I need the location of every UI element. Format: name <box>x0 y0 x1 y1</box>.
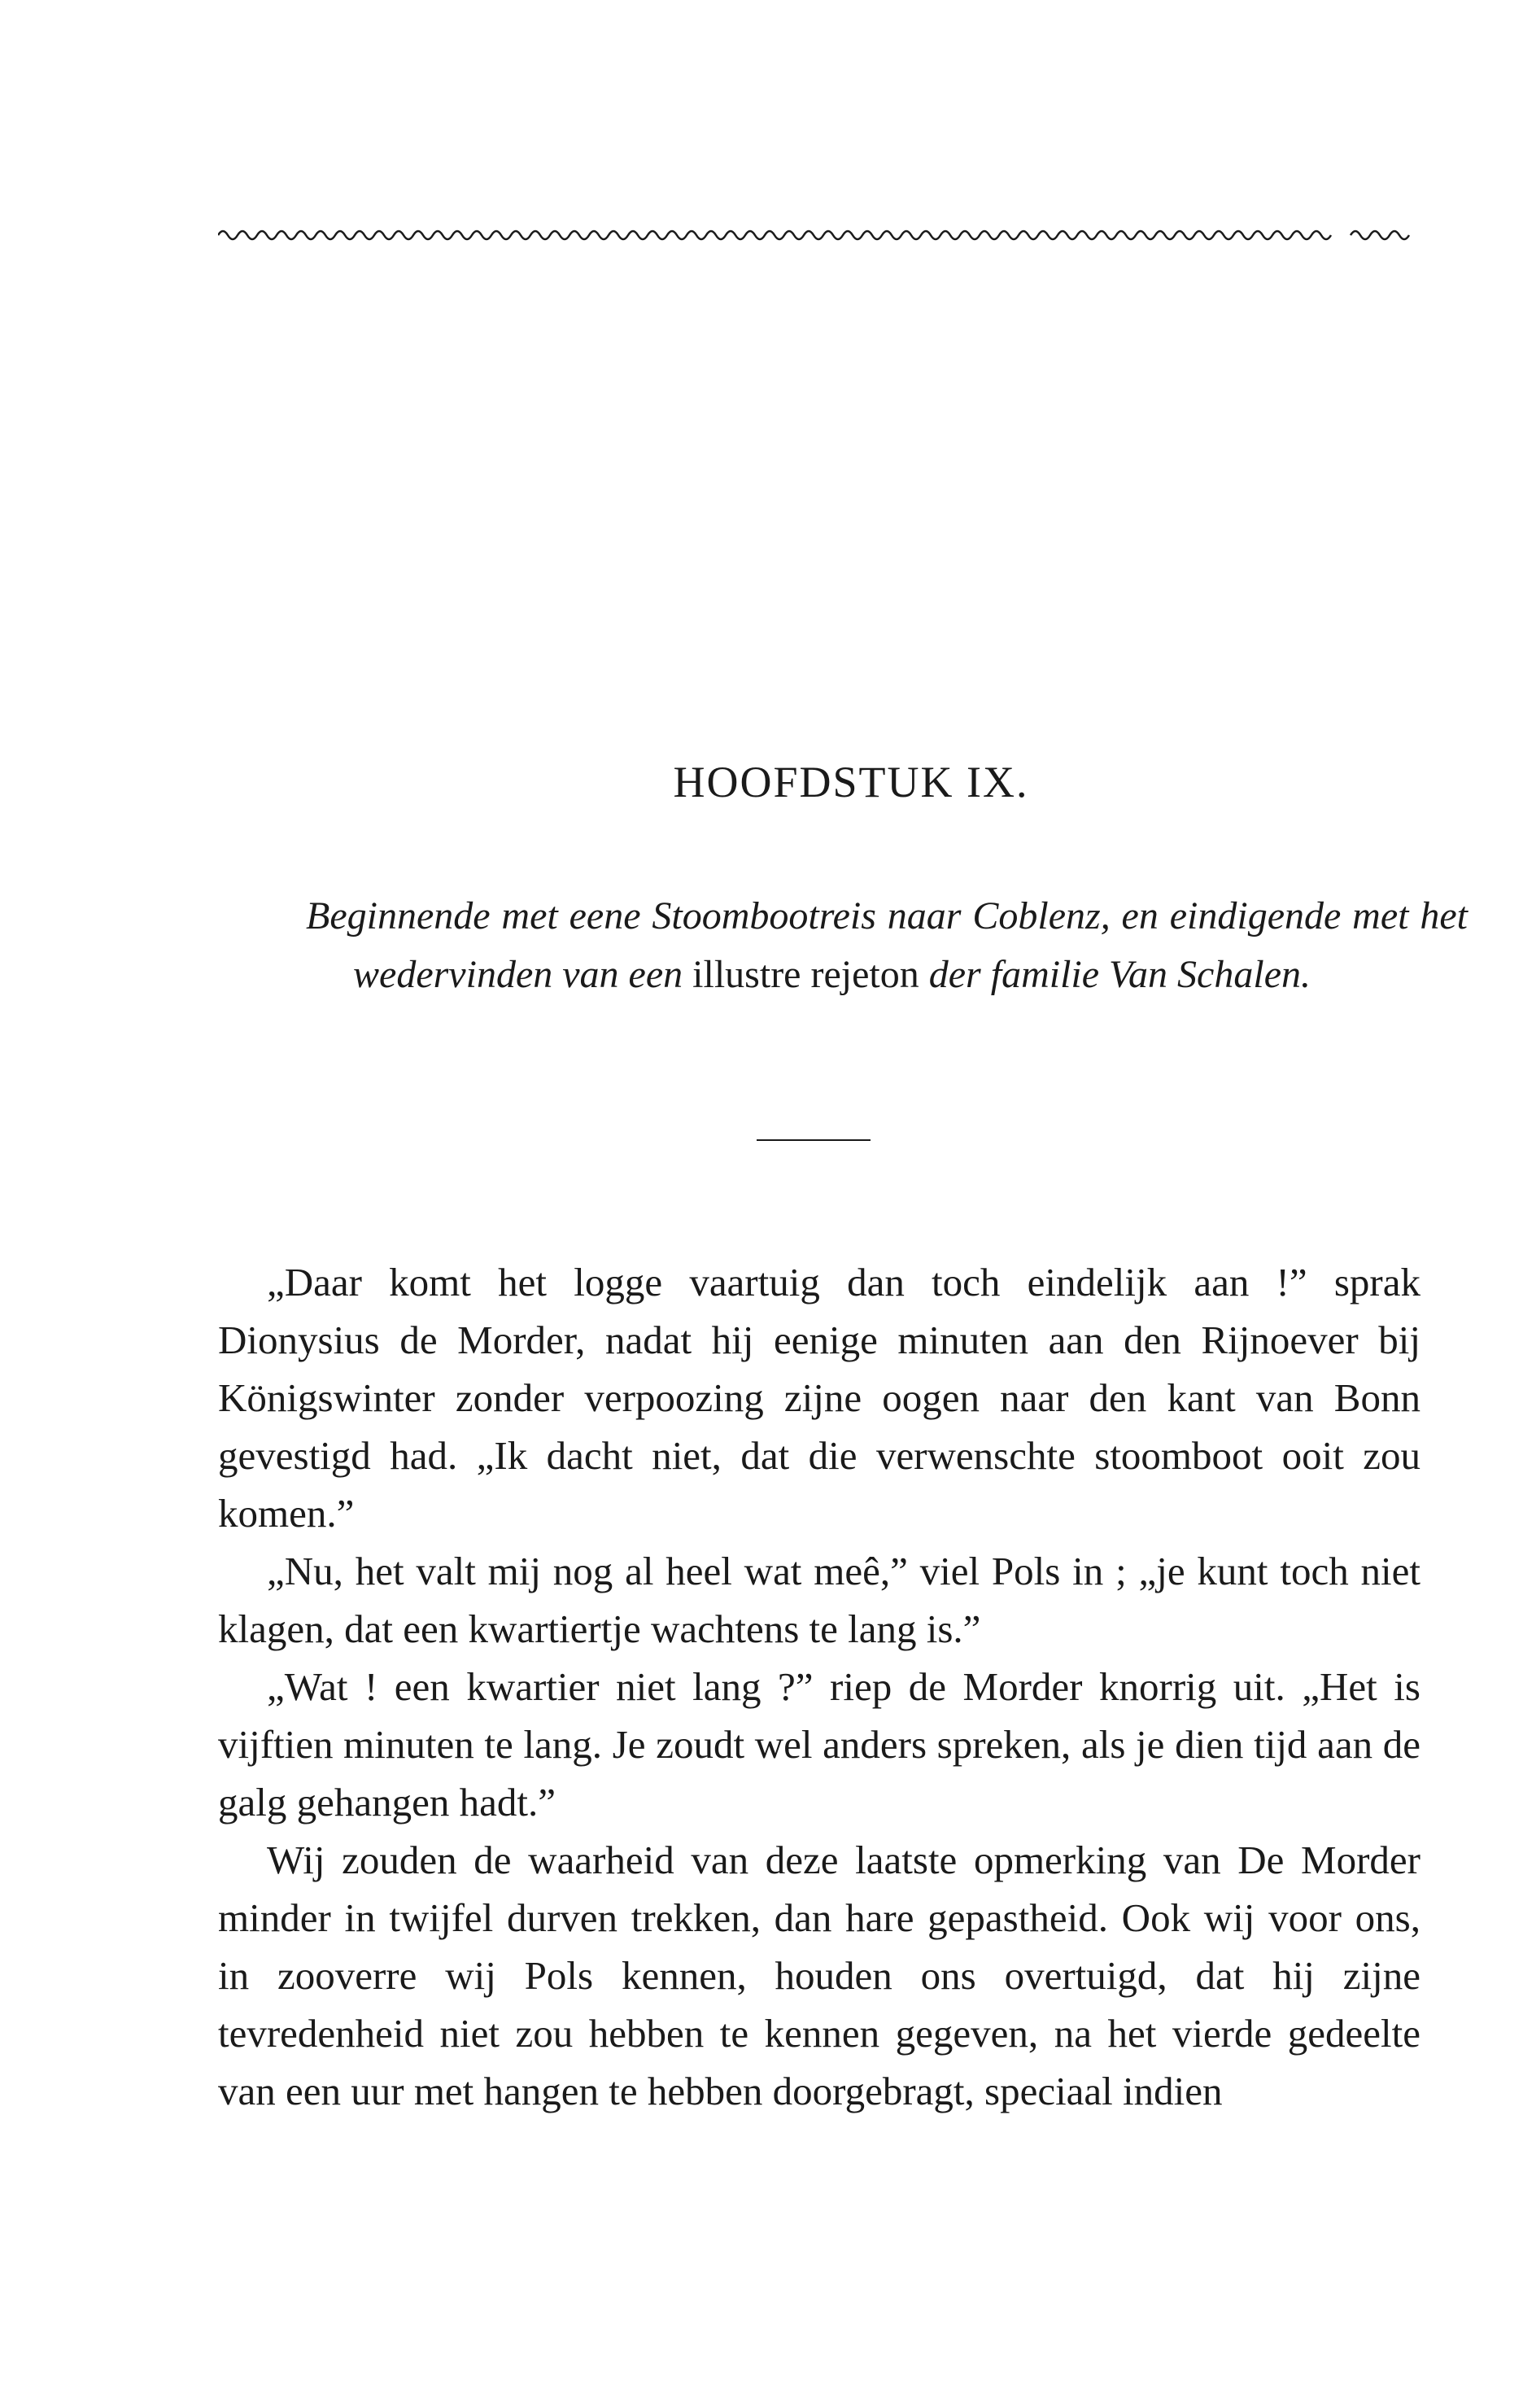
section-divider <box>757 1139 871 1141</box>
chapter-summary <box>306 887 1468 1004</box>
body-text <box>218 1253 1420 2120</box>
paragraph: „Daar komt het logge vaartuig dan toch eindelijk aan !” sprak Dionysius de Morder, nadat hij eenige minuten aan den Rijnoever bij Königswinter zonder verpoozing zijne oogen naar den kant van Bonn gevestigd had. „Ik dacht niet, dat die verwenschte stoomboot ooit zou komen.” <box>218 1260 1420 1536</box>
summary-italic-end: der familie Van Schalen. <box>928 953 1311 996</box>
summary-italic-text: Beginnende met eene Stoombootreis naar Coblenz, en eindigende met het wedervinden van een <box>306 894 1468 996</box>
wavy-ornament-rule <box>218 225 1414 246</box>
paragraph: „Wat ! een kwartier niet lang ?” riep de Morder knorrig uit. „Het is vijftien minuten te lang. Je zoudt wel anders spreken, als je dien tijd aan de galg gehangen hadt.” <box>218 1664 1420 1825</box>
summary-roman-text: illustre rejeton <box>692 953 919 996</box>
paragraph: Wij zouden de waarheid van deze laatste opmerking van De Morder minder in twijfel durven trekken, dan hare gepastheid. Ook wij voor ons, in zooverre wij Pols kennen, houden ons overtuigd, dat hij zijne tevredenheid niet zou hebben te kennen gegeven, na het vierde gedeelte van een uur met hangen te hebben doorgebragt, speciaal indien <box>218 1838 1420 2113</box>
chapter-title: HOOFDSTUK IX. <box>673 758 1029 806</box>
paragraph: „Nu, het valt mij nog al heel wat meê,” viel Pols in ; „je kunt toch niet klagen, dat een kwartiertje wachtens te lang is.” <box>218 1549 1420 1651</box>
